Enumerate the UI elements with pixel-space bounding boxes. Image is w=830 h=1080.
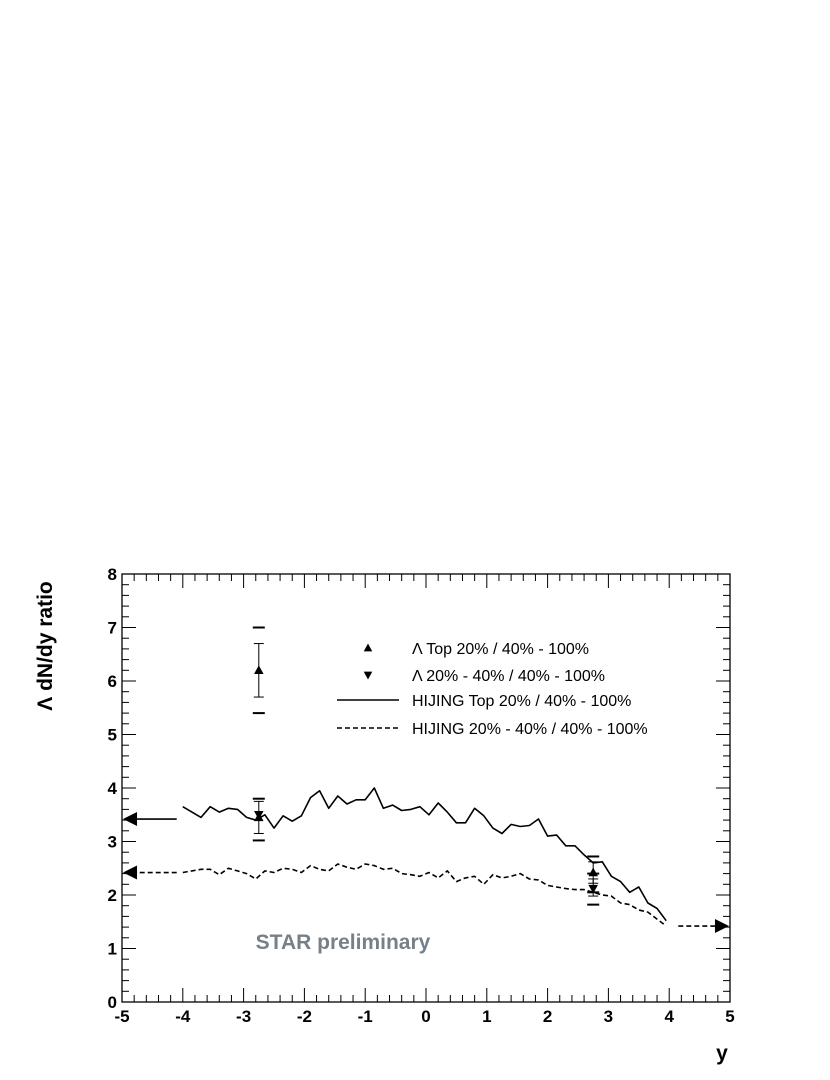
legend-label: Λ Top 20% / 40% - 100% bbox=[412, 641, 590, 658]
data-point-triangle-up bbox=[588, 868, 598, 877]
y-tick-label: 8 bbox=[107, 565, 117, 584]
x-tick-label: 0 bbox=[421, 1007, 431, 1026]
arrow-left-icon bbox=[123, 812, 137, 826]
legend-label: HIJING 20% - 40% / 40% - 100% bbox=[412, 721, 648, 738]
x-tick-label: -5 bbox=[114, 1007, 130, 1026]
legend-marker-triangle-down bbox=[364, 672, 373, 680]
series-group bbox=[123, 788, 729, 933]
y-tick-label: 3 bbox=[107, 832, 117, 852]
hijing-top-line bbox=[183, 788, 666, 921]
y-axis-title: Λ dN/dy ratio bbox=[34, 581, 57, 711]
arrow-left-icon bbox=[123, 866, 137, 880]
y-tick-label: 6 bbox=[107, 672, 117, 691]
arrow-right-icon bbox=[715, 919, 729, 933]
legend-marker-triangle-up bbox=[364, 644, 373, 652]
axes bbox=[108, 565, 735, 1026]
y-tick-label: 0 bbox=[107, 993, 117, 1012]
legend-label: Λ 20% - 40% / 40% - 100% bbox=[412, 668, 606, 685]
x-tick-label: 3 bbox=[603, 1007, 614, 1026]
x-tick-label: 4 bbox=[664, 1007, 674, 1026]
y-tick-label: 1 bbox=[107, 939, 117, 959]
x-tick-label: -2 bbox=[296, 1007, 312, 1026]
data-point-triangle-up bbox=[254, 665, 263, 674]
x-tick-label: -4 bbox=[175, 1007, 191, 1026]
y-tick-label: 4 bbox=[107, 779, 117, 798]
data-point-triangle-down bbox=[254, 811, 263, 820]
star-preliminary-annotation: STAR preliminary bbox=[255, 931, 431, 954]
legend-label: HIJING Top 20% / 40% - 100% bbox=[412, 693, 632, 710]
y-tick-label: 7 bbox=[107, 618, 117, 638]
x-tick-label: 5 bbox=[725, 1007, 735, 1026]
x-tick-label: 1 bbox=[482, 1007, 492, 1026]
legend bbox=[337, 641, 648, 738]
x-axis-title: y bbox=[716, 1042, 728, 1065]
x-tick-label: -3 bbox=[236, 1007, 252, 1026]
x-tick-label: -1 bbox=[357, 1007, 373, 1026]
y-tick-label: 2 bbox=[107, 886, 117, 905]
y-tick-label: 5 bbox=[107, 725, 117, 745]
x-tick-label: 2 bbox=[542, 1007, 553, 1026]
